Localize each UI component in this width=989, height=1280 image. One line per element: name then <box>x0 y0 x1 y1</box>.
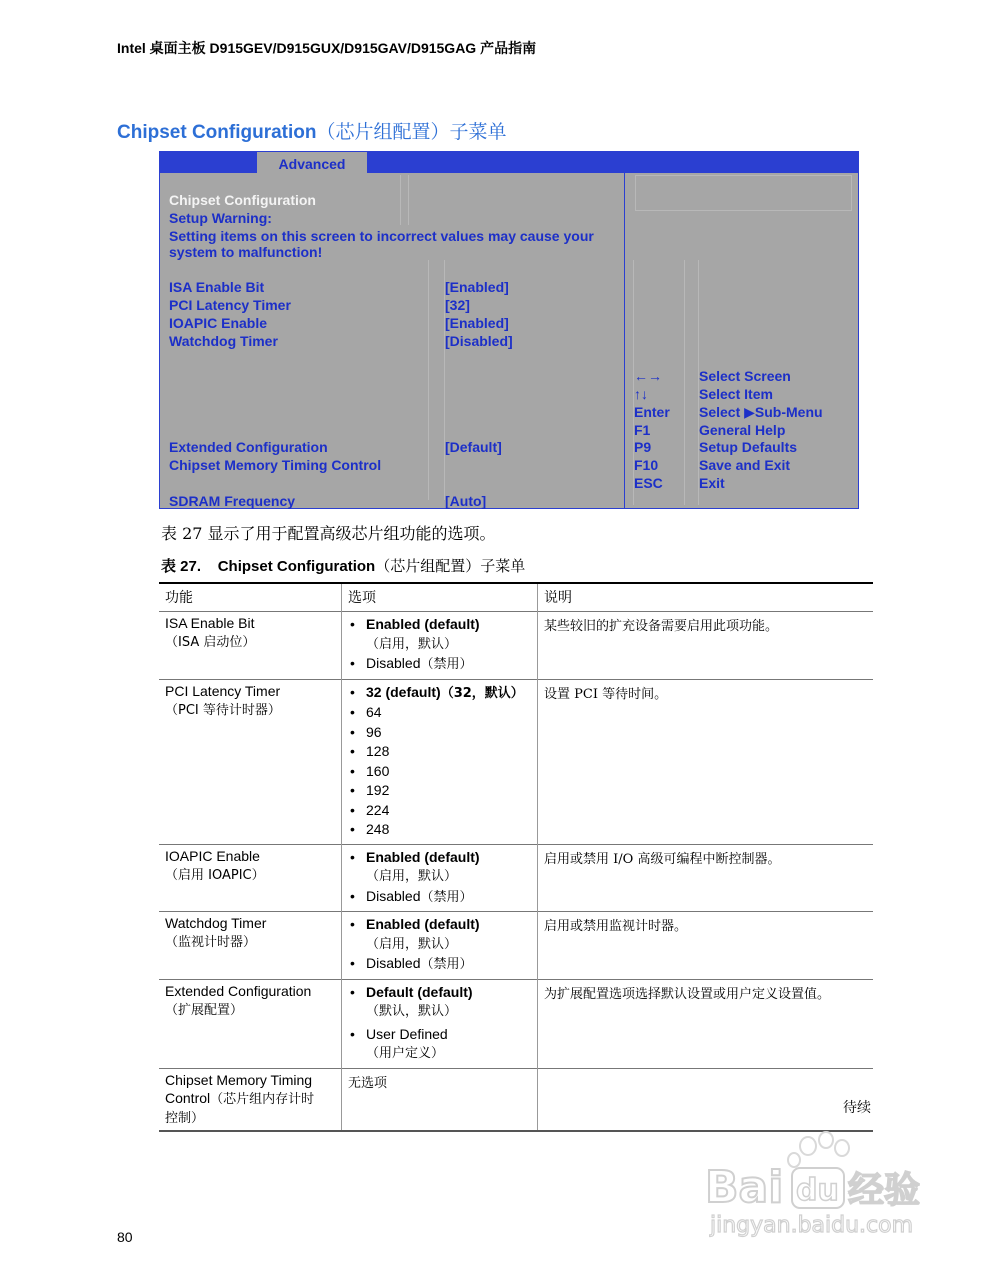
bios-guide-line <box>408 175 409 225</box>
feature-name: PCI Latency Timer <box>165 682 281 699</box>
options-cell: 无选项 <box>342 1068 538 1131</box>
bios-warning-line: system to malfunction! <box>169 244 323 260</box>
option-default: Enabled (default) <box>366 616 480 632</box>
feature-name-cn: （PCI 等待计时器） <box>165 702 281 718</box>
table-title-cn: （芯片组配置）子菜单 <box>375 557 526 575</box>
option-item: • 224 <box>348 801 531 821</box>
bios-key-action: Select ▶Sub-Menu <box>699 404 823 420</box>
header-options: 选项 <box>342 583 538 612</box>
bios-key-action: Select Screen <box>699 368 791 384</box>
bios-item-sdram-frequency[interactable]: SDRAM Frequency <box>169 493 296 509</box>
option-item: • 64 <box>348 703 531 723</box>
header-feature: 功能 <box>165 590 193 606</box>
description-cell <box>538 1068 874 1131</box>
feature-name-cn: （扩展配置） <box>165 1002 244 1018</box>
baidu-watermark-logo <box>700 1130 940 1240</box>
bios-value-isa-enable-bit[interactable]: [Enabled] <box>445 279 509 295</box>
description-cell: 为扩展配置选项选择默认设置或用户定义设置值。 <box>538 979 874 1068</box>
bios-key-action: General Help <box>699 422 786 438</box>
options-cell <box>342 844 538 912</box>
bios-item-watchdog-timer[interactable]: Watchdog Timer <box>169 333 278 349</box>
bios-guide-line <box>428 260 429 500</box>
description-cell: 设置 PCI 等待时间。 <box>538 679 874 844</box>
option-item: • 128 <box>348 742 531 762</box>
bios-item-ioapic-enable[interactable]: IOAPIC Enable <box>169 315 268 331</box>
table-title <box>161 555 525 576</box>
feature-cell <box>159 912 342 980</box>
option-item: • 248 <box>348 820 531 840</box>
option-default: Default (default) <box>366 983 473 1000</box>
bios-guide-line <box>684 260 685 505</box>
option-default: Enabled (default) <box>366 916 480 932</box>
option-default: 32 (default) <box>366 683 441 700</box>
option-item <box>348 887 531 908</box>
option-text: Disabled <box>366 955 421 971</box>
table-row <box>159 1068 873 1131</box>
feature-name: Extended Configuration <box>165 982 312 999</box>
bios-key-p9: P9 <box>634 439 652 455</box>
description-cell: 启用或禁用 I/O 高级可编程中断控制器。 <box>538 844 874 912</box>
bios-item-chipset-memory-timing-control[interactable]: Chipset Memory Timing Control <box>169 457 382 473</box>
feature-cell <box>159 679 342 844</box>
section-title-cn: （芯片组配置）子菜单 <box>316 121 507 143</box>
bios-key-esc: ESC <box>634 475 663 491</box>
bios-item-pci-latency-timer[interactable]: PCI Latency Timer <box>169 297 291 313</box>
option-text: Disabled <box>366 887 421 904</box>
bios-warning-line: Setting items on this screen to incorrect values may cause your <box>169 228 594 244</box>
option-item <box>348 915 531 954</box>
bios-value-ioapic-enable[interactable]: [Enabled] <box>445 315 509 331</box>
table-header-row <box>159 583 873 612</box>
bios-help-box <box>635 175 852 211</box>
chipset-options-table <box>159 582 873 1132</box>
option-cn: （启用，默认） <box>366 636 458 652</box>
bios-value-extended-configuration[interactable]: [Default] <box>445 439 502 455</box>
option-item: • 96 <box>348 723 531 743</box>
watermark-du: du <box>796 1173 839 1208</box>
watermark-jingyan: 经验 <box>848 1170 921 1211</box>
option-cn: （启用，默认） <box>366 936 458 952</box>
option-item <box>348 615 531 654</box>
page-header: Intel 桌面主板 D915GEV/D915GUX/D915GAV/D915GAG 产品指南 <box>117 40 537 56</box>
option-cn: （32，默认） <box>440 685 524 701</box>
feature-name-cn: （监视计时器） <box>165 935 257 950</box>
bios-guide-line <box>400 175 401 225</box>
bios-value-pci-latency-timer[interactable]: [32] <box>445 297 470 313</box>
bios-warning-line: Setup Warning: <box>169 210 272 226</box>
bios-value-watchdog-timer[interactable]: [Disabled] <box>445 333 513 349</box>
feature-name: IOAPIC Enable <box>165 847 260 864</box>
options-cell <box>342 912 538 980</box>
feature-name: Chipset Memory Timing <box>165 1071 313 1088</box>
table-number: 表 27. <box>161 558 202 575</box>
page-number: 80 <box>117 1229 133 1245</box>
feature-name-line2: Control（芯片组内存计时 <box>165 1089 315 1107</box>
feature-cell <box>159 612 342 680</box>
bios-key-action: Exit <box>699 475 725 491</box>
table-row <box>159 912 873 980</box>
option-text: Disabled <box>366 655 421 671</box>
option-item: • 160 <box>348 762 531 782</box>
feature-name-cn: （启用 IOAPIC） <box>165 867 265 883</box>
option-cn: （启用，默认） <box>366 869 458 884</box>
option-text: User Defined <box>366 1025 448 1042</box>
feature-cell <box>159 979 342 1068</box>
bios-key-action: Setup Defaults <box>699 439 798 455</box>
bios-key-enter: Enter <box>634 404 670 420</box>
option-cn: （禁用） <box>420 957 473 972</box>
header-description: 说明 <box>538 583 874 612</box>
table-row <box>159 679 873 844</box>
option-item <box>348 1025 531 1064</box>
section-title-en: Chipset Configuration <box>117 122 317 143</box>
table-title-en: Chipset Configuration <box>217 558 376 575</box>
option-cn: （禁用） <box>420 889 473 905</box>
option-cn: （默认，默认） <box>366 1004 458 1019</box>
watermark-line1: Bai <box>705 1162 784 1213</box>
option-item <box>348 683 531 704</box>
option-item <box>348 848 531 887</box>
feature-name: ISA Enable Bit <box>165 615 255 631</box>
table-caption: 表 27 显示了用于配置高级芯片组功能的选项。 <box>161 524 496 543</box>
feature-name: Watchdog Timer <box>165 915 267 931</box>
bios-tab-advanced[interactable]: Advanced <box>257 152 367 173</box>
table-row <box>159 844 873 912</box>
options-cell <box>342 979 538 1068</box>
bios-item-extended-configuration[interactable]: Extended Configuration <box>169 439 328 455</box>
bios-key-action: Save and Exit <box>699 457 791 473</box>
options-cell <box>342 612 538 680</box>
option-cn: （禁用） <box>420 657 473 672</box>
options-cell <box>342 679 538 844</box>
feature-cell <box>159 844 342 912</box>
feature-cell <box>159 1068 342 1131</box>
bios-item-isa-enable-bit[interactable]: ISA Enable Bit <box>169 279 265 295</box>
option-item: • 192 <box>348 781 531 801</box>
table-row <box>159 612 873 680</box>
bios-key-f1: F1 <box>634 422 651 438</box>
description-cell: 某些较旧的扩充设备需要启用此项功能。 <box>538 612 874 680</box>
bios-screen <box>159 151 859 509</box>
feature-name-cn-line2: 控制） <box>165 1110 205 1126</box>
bios-value-sdram-frequency[interactable]: [Auto] <box>445 493 487 509</box>
bios-panel-divider <box>624 173 625 509</box>
continued-label: 待续 <box>843 1100 871 1116</box>
watermark-url: jingyan.baidu.com <box>710 1213 914 1238</box>
description-cell: 启用或禁用监视计时器。 <box>538 912 874 980</box>
option-item <box>348 983 531 1022</box>
bios-key-action: Select Item <box>699 386 773 402</box>
option-default: Enabled (default) <box>366 848 480 865</box>
table-row <box>159 979 873 1068</box>
option-item <box>348 654 531 675</box>
bios-key-up-down: ↑↓ <box>634 386 648 402</box>
feature-name-cn: （ISA 启动位） <box>165 635 256 650</box>
bios-key-f10: F10 <box>634 457 659 473</box>
bios-screen-title: Chipset Configuration <box>169 192 316 208</box>
bios-key-left-right: ←→ <box>634 368 662 384</box>
option-cn: （用户定义） <box>366 1046 445 1061</box>
option-item <box>348 954 531 975</box>
bios-guide-line <box>444 260 445 500</box>
section-title <box>117 117 507 144</box>
